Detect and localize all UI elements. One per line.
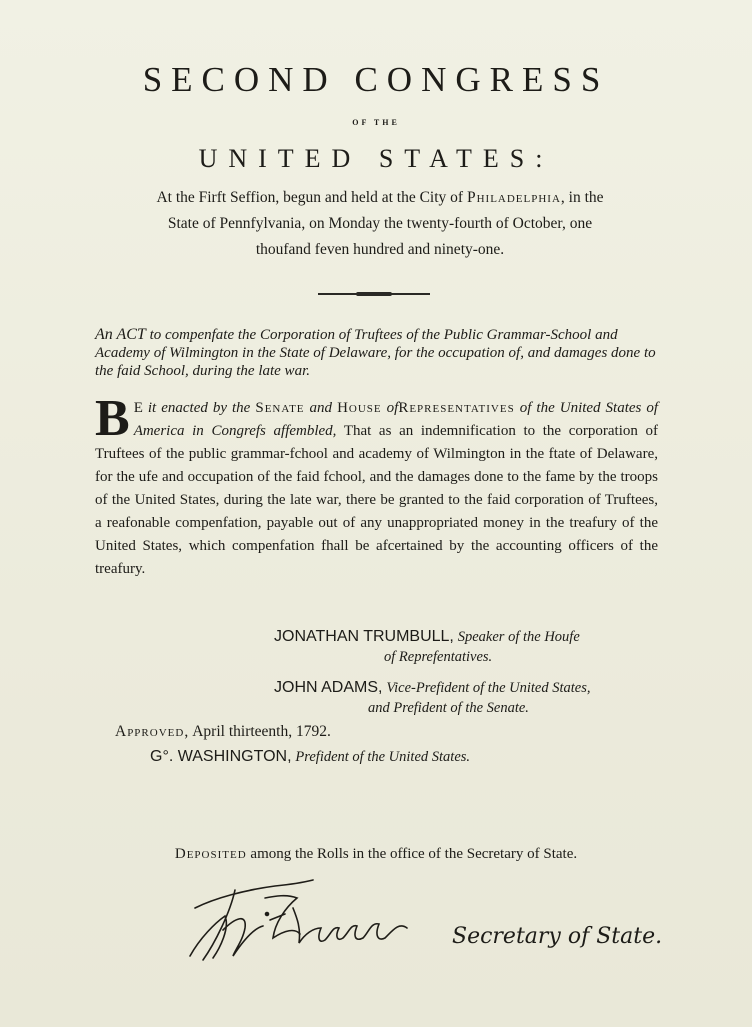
speaker-title-2: of Reprefentatives. bbox=[384, 649, 493, 665]
act-body bbox=[95, 390, 659, 581]
body-senate: Senate bbox=[255, 400, 305, 416]
speaker-title-1: Speaker of the Houfe bbox=[457, 629, 580, 645]
body-representatives: Representatives bbox=[398, 400, 515, 416]
approved-date: April thirteenth, 1792. bbox=[192, 723, 331, 740]
session-line-3: thoufand feven hundred and ninety-one. bbox=[255, 241, 505, 258]
vp-signature bbox=[274, 678, 591, 718]
body-house: House bbox=[337, 400, 382, 416]
body-enacted: it enacted by the bbox=[147, 400, 251, 416]
deposited-text: among the Rolls in the office of the Secretary of State. bbox=[250, 846, 578, 862]
document-title: SECOND CONGRESS bbox=[142, 60, 610, 99]
body-of-the-united: of the United States of America in Congrefs affembled, bbox=[133, 400, 659, 439]
act-lead: An ACT bbox=[95, 326, 146, 343]
approved-line bbox=[115, 722, 331, 742]
president-signature bbox=[150, 747, 470, 767]
act-title bbox=[95, 326, 665, 380]
document-subtitle: UNITED STATES: bbox=[198, 144, 554, 173]
session-statement bbox=[95, 185, 665, 263]
secretary-handwritten-signature bbox=[175, 868, 425, 968]
ornamental-rule bbox=[318, 293, 430, 295]
president-name: G°. WASHINGTON, bbox=[150, 748, 292, 765]
president-title: Prefident of the United States. bbox=[295, 749, 471, 765]
deposit-statement bbox=[0, 846, 752, 863]
session-line-1: At the Firft Seffion, begun and held at the City of bbox=[156, 189, 464, 206]
speaker-signature bbox=[274, 627, 580, 667]
of-the-label: OF THE bbox=[352, 118, 400, 127]
vp-name: JOHN ADAMS, bbox=[274, 679, 383, 696]
body-of: of bbox=[386, 400, 399, 416]
session-line-1-end: , in the bbox=[560, 189, 604, 206]
act-title-text: to compenfate the Corporation of Truftees of the Public Grammar-School and Academy of Wilmington in the State of Delaware, for the occupation of, and damages done to the faid School, during the late war. bbox=[95, 327, 656, 379]
deposited-label: Deposited bbox=[174, 846, 247, 862]
drop-cap: B bbox=[95, 390, 130, 447]
vp-title-1: Vice-Prefident of the United States, bbox=[386, 680, 591, 696]
approved-label: Approved, bbox=[115, 723, 190, 740]
secretary-of-state-title: Secretary of State. bbox=[452, 924, 663, 949]
body-and: and bbox=[309, 400, 333, 416]
body-e: E bbox=[133, 400, 143, 416]
vp-title-2: and Prefident of the Senate. bbox=[368, 700, 529, 716]
session-city: Philadelphia bbox=[466, 189, 561, 206]
session-line-2: State of Pennfylvania, on Monday the twenty-fourth of October, one bbox=[167, 215, 593, 232]
body-text: That as an indemnification to the corporation of Truftees of the public grammar-fchool and academy of Wilmington in the ftate of Delaware, for the ufe and occupation of the faid fchool, and the damages done to the fame by the troops of the United States, during the late war, there be granted to the faid corporation of Truftees, a reafonable compenfation, payable out of any unappropriated money in the treafury of the United States, which compenfation fhall be afcertained by the accounting officers of the treafury. bbox=[95, 423, 658, 577]
speaker-name: JONATHAN TRUMBULL, bbox=[274, 628, 454, 645]
